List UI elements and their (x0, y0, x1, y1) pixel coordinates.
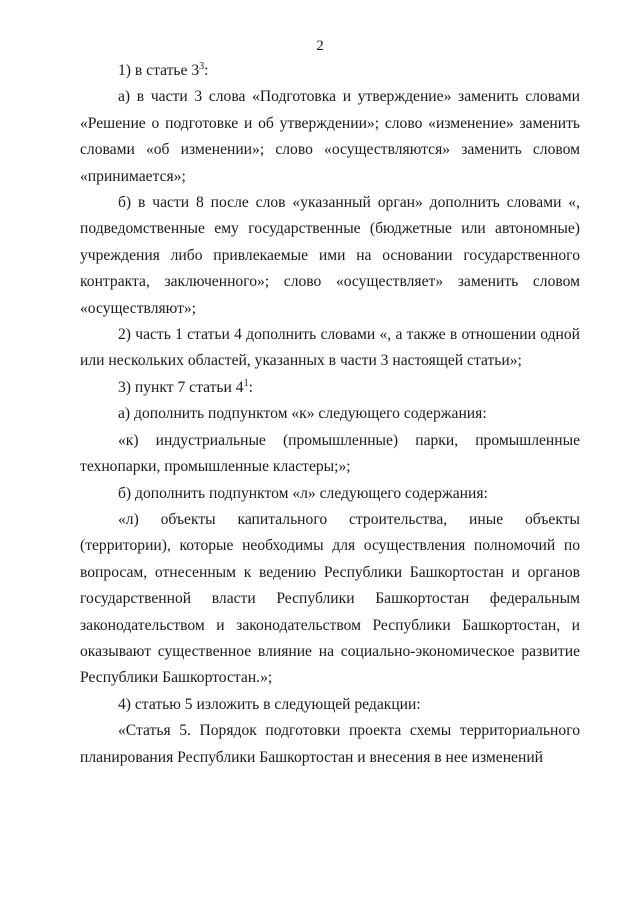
paragraph-article-5-title: «Статья 5. Порядок подготовки проекта схемы территориального планирования Республики Башкортостан и внесения в нее изменений (80, 722, 580, 766)
superscript-3: 3 (199, 61, 205, 72)
paragraph-subitem-l: «л) объекты капитального строительства, иные объекты (территории), которые необходимы для осуществления полномочий по вопросам, отнесенным к ведению Республики Башкортостан и органов государственной власти Республики Башкортостан федеральным законодательством и законодательством Республики Башкортостан, и оказывают существенное влияние на социально-экономическое развитие Республики Башкортостан.»; (80, 510, 580, 687)
paragraph-item-3-colon: : (248, 378, 253, 396)
paragraph-item-3 (80, 375, 580, 401)
paragraph-subitem-k: «к) индустриальные (промышленные) парки, промышленные технопарки, промышленные кластеры;»; (80, 431, 580, 476)
paragraph-item-1-text: 1) в статье 3 (118, 62, 200, 79)
paragraph-subitem-1b: б) в части 8 после слов «указанный орган» дополнить словами «, подведомственные ему государственные (бюджетные или автономные) учреждения либо привлекаемые ими на основании государственного контракта, заключенного»; слово «осуществляет» заменить словом «осуществляют»; (80, 194, 580, 317)
paragraph-item-3-text: 3) пункт 7 статьи 4 (118, 378, 244, 396)
paragraph-subitem-3a: а) дополнить подпунктом «к» следующего содержания: (118, 405, 487, 423)
document-body (80, 58, 580, 771)
page-number: 2 (316, 38, 324, 54)
paragraph-item-4: 4) статью 5 изложить в следующей редакции: (118, 695, 421, 713)
paragraph-subitem-3b: б) дополнить подпунктом «л» следующего содержания: (118, 484, 488, 502)
paragraph-item-1-colon: : (204, 62, 209, 79)
paragraph-subitem-1a: а) в части 3 слова «Подготовка и утверждение» заменить словами «Решение о подготовке и об утверждении»; слово «изменение» заменить словами «об изменении»; слово «осуществляются» заменить словом «принимается»; (80, 88, 580, 185)
paragraph-item-2: 2) часть 1 статьи 4 дополнить словами «, а также в отношении одной или нескольких областей, указанных в части 3 настоящей статьи»; (80, 326, 580, 370)
superscript-1: 1 (243, 377, 249, 389)
paragraph-item-1 (80, 58, 580, 84)
